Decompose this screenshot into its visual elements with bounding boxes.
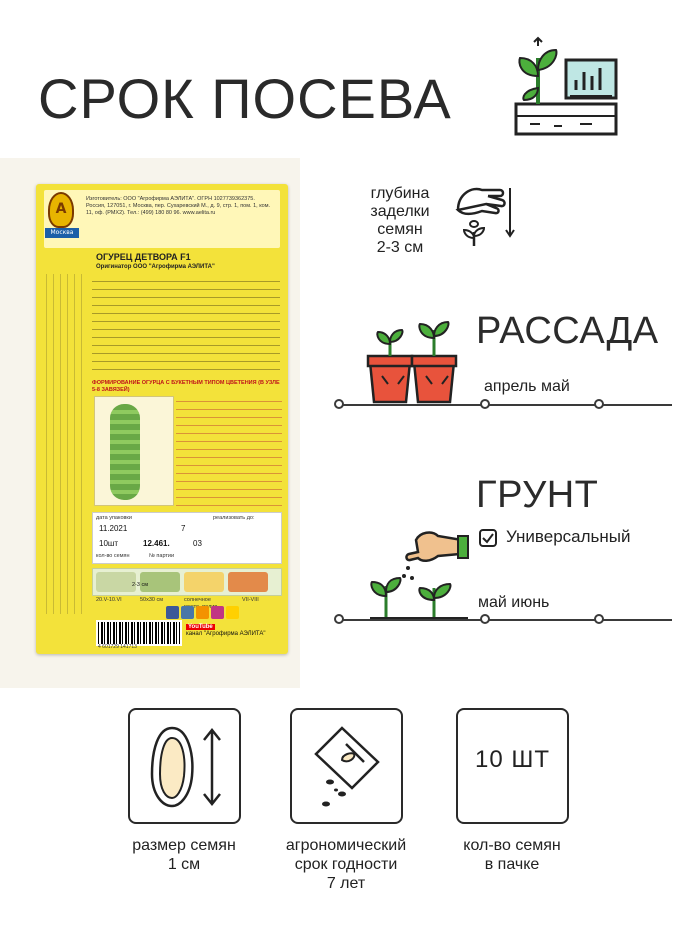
seed-count-label-line-1: кол-во семян [463,837,561,854]
seedling-timeline-start [334,399,344,409]
pack-date-label: дата упаковки [96,515,132,521]
packet-originator: Оригинатор ООО "Агрофирма АЭЛИТА" [96,264,215,270]
depth-line-3: семян [377,221,423,238]
seedling-pots-icon [364,318,460,406]
shelf-life-label [256,836,436,893]
seed-size-label [94,836,274,874]
page-title: СРОК ПОСЕВА [38,67,452,130]
depth-step-label: 2-3 см [132,582,149,588]
harvest-step-icon [228,572,268,592]
ground-timeline-start [334,614,344,624]
seed-packet [36,184,288,654]
step-label-1: 20.V-10.VI [96,597,122,603]
seedling-timeline-mid [480,399,490,409]
youtube-channel-name: канал "Агрофирма АЭЛИТА" [186,631,266,637]
seedling-timeline [340,404,672,406]
packet-description-block [92,276,280,376]
depth-line-4: 2-3 см [376,239,424,256]
cucumber-vine-icon [110,404,140,500]
seedling-title: РАССАДА [476,310,659,352]
barcode [96,620,182,646]
seedling-chart-icon [510,36,622,140]
ok-icon [196,606,209,619]
seed-packet-icon [312,724,384,810]
seed-count-label: кол-во семян [96,553,130,559]
batch-extra-value: 03 [193,539,202,548]
seed-count-label-line-2: в пачке [484,856,540,873]
shelf-life-card [290,708,403,824]
sowing-depth-text [360,185,440,257]
packet-product-name: ОГУРЕЦ ДЕТВОРА F1 [96,252,191,262]
packet-side-text [42,274,86,614]
ground-title: ГРУНТ [476,474,599,516]
seed-count-card [456,708,569,824]
ground-months: май июнь [478,594,550,611]
soil-type-label: Универсальный [506,527,631,546]
brand-city: Москва [45,228,79,238]
depth-line-1: глубина [370,185,430,202]
packet-stamp-area [92,512,282,564]
step-label-4: VII-VIII [242,597,259,603]
sowing-step-icon [96,572,136,592]
sell-by-label: реализовать до: [213,515,255,521]
ground-timeline [340,619,672,621]
seed-size-card [128,708,241,824]
depth-line-2: заделки [370,203,430,220]
instagram-icon [211,606,224,619]
shelf-life-label-line-2: срок годности [294,856,398,873]
brand-logo: А [48,192,74,228]
seedling-timeline-end [594,399,604,409]
step-label-3: солнечное полив [184,597,218,610]
zen-icon [226,606,239,619]
hand-planting-icon [368,526,470,622]
seed-size-icon [148,724,228,810]
hand-seed-depth-icon [452,180,522,250]
seed-count-label [422,836,602,874]
youtube-logo: YouTube [188,624,213,630]
packet-zone-text [176,396,282,506]
sun-step-icon [184,572,224,592]
ground-timeline-mid [480,614,490,624]
vk-icon [181,606,194,619]
ground-timeline-end [594,614,604,624]
batch-value: 12.461. [143,539,170,548]
youtube-channel [186,624,282,637]
shelf-life-label-line-1: агрономический [285,837,407,854]
seed-count-value-big: 10 ШТ [474,746,551,773]
pack-date-value: 11.2021 [99,524,128,533]
checkbox-checked-icon [478,528,498,548]
facebook-icon [166,606,179,619]
seed-size-label-line-2: 1 см [167,856,201,873]
step-label-2: 50x30 см [140,597,164,603]
seed-size-label-line-1: размер семян [132,837,236,854]
barcode-number: 4 601729 141713 [98,644,137,650]
shelf-life-label-line-3: 7 лет [326,875,366,892]
packet-formation-title: ФОРМИРОВАНИЕ ОГУРЦА С БУКЕТНЫМ ТИПОМ ЦВЕТЕНИЯ (В УЗЛЕ 5-8 ЗАВЯЗЕЙ) [92,380,280,393]
social-icons [166,604,241,618]
seed-count-value: 10шт [99,539,118,548]
pack-number-value: 7 [181,524,186,533]
packet-maker-text: Изготовитель: ООО "Агрофирма АЭЛИТА". ОГРН 1027739362375. Россия, 127051, г. Москва, пер. Сухаревский М., д. 9, стр. 1, пом. 1, ком. 11, оф. (РМХ2). Тел.: (499) 180 80 96. www.aelita.ru [86,196,271,216]
batch-label: № партии [149,553,175,559]
seedling-months: апрель май [484,378,570,395]
